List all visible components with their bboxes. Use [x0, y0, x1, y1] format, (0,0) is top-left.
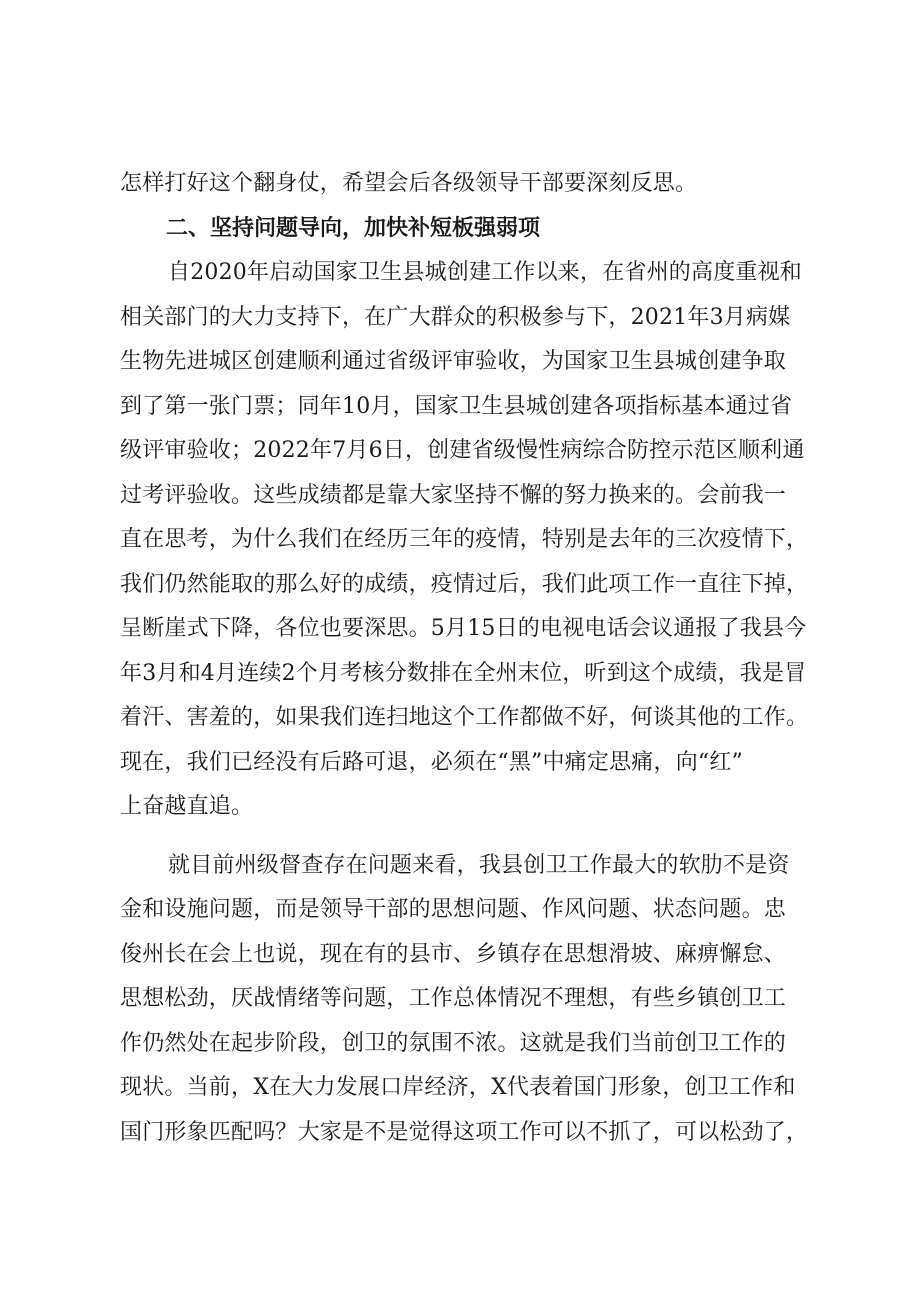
- paragraph-1-line: 级评审验收；2022年7月6日，创建省级慢性病综合防控示范区顺利通: [120, 438, 805, 463]
- paragraph-1: [120, 251, 810, 830]
- paragraph-2-line: 国门形象匹配吗？大家是不是觉得这项工作可以不抓了，可以松劲了，: [120, 1119, 809, 1145]
- paragraph-1-line: 生物先进城区创建顺利通过省级评审验收，为国家卫生县城创建争取: [120, 349, 787, 374]
- paragraph-1-line: 呈断崖式下降，各位也要深思。5月15日的电视电话会议通报了我县今: [120, 616, 807, 641]
- paragraph-2-line: 金和设施问题，而是领导干部的思想问题、作风问题、状态问题。忠: [120, 897, 787, 922]
- paragraph-2-line: 俊州长在会上也说，现在有的县市、乡镇存在思想滑坡、麻痹懈怠、: [120, 941, 787, 967]
- paragraph-1-line: 着汗、害羞的，如果我们连扫地这个工作都做不好，何谈其他的工作。: [120, 705, 809, 730]
- paragraph-1-line: 过考评验收。这些成绩都是靠大家坚持不懈的努力换来的。会前我一: [120, 482, 787, 508]
- paragraph-1-line: 相关部门的大力支持下，在广大群众的积极参与下，2021年3月病媒: [120, 304, 791, 330]
- paragraph-2-line: 作仍然处在起步阶段，创卫的氛围不浓。这就是我们当前创卫工作的: [120, 1030, 787, 1056]
- paragraph-1-line: 现在，我们已经没有后路可退，必须在“黑”中痛定思痛，向“红”: [120, 749, 743, 775]
- paragraph-1-line: 年3月和4月连续2个月考核分数排在全州末位，听到这个成绩，我是冒: [120, 660, 807, 686]
- section-heading: 二、坚持问题导向，加快补短板强弱项: [166, 215, 541, 241]
- paragraph-1-line: 直在思考，为什么我们在经历三年的疫情，特别是去年的三次疫情下，: [120, 527, 809, 552]
- paragraph-2-line: 思想松劲，厌战情绪等问题，工作总体情况不理想，有些乡镇创卫工: [120, 986, 787, 1011]
- document-body: [120, 162, 810, 1155]
- intro-line: 怎样打好这个翻身仗，希望会后各级领导干部要深刻反思。: [120, 171, 698, 196]
- paragraph-2-line: 就目前州级督查存在问题来看，我县创卫工作最大的软肋不是资: [168, 852, 790, 878]
- paragraph-2: [120, 844, 810, 1156]
- paragraph-2-line: 现状。当前，X在大力发展口岸经济，X代表着国门形象，创卫工作和: [120, 1075, 796, 1100]
- paragraph-spacer: [120, 830, 810, 844]
- paragraph-1-line: 到了第一张门票；同年10月，国家卫生县城创建各项指标基本通过省: [120, 393, 793, 419]
- paragraph-1-line: 我们仍然能取的那么好的成绩，疫情过后，我们此项工作一直往下掉，: [120, 571, 809, 597]
- paragraph-1-line: 上奋越直追。: [120, 794, 254, 819]
- paragraph-1-line: 自2020年启动国家卫生县城创建工作以来，在省州的高度重视和: [168, 260, 802, 285]
